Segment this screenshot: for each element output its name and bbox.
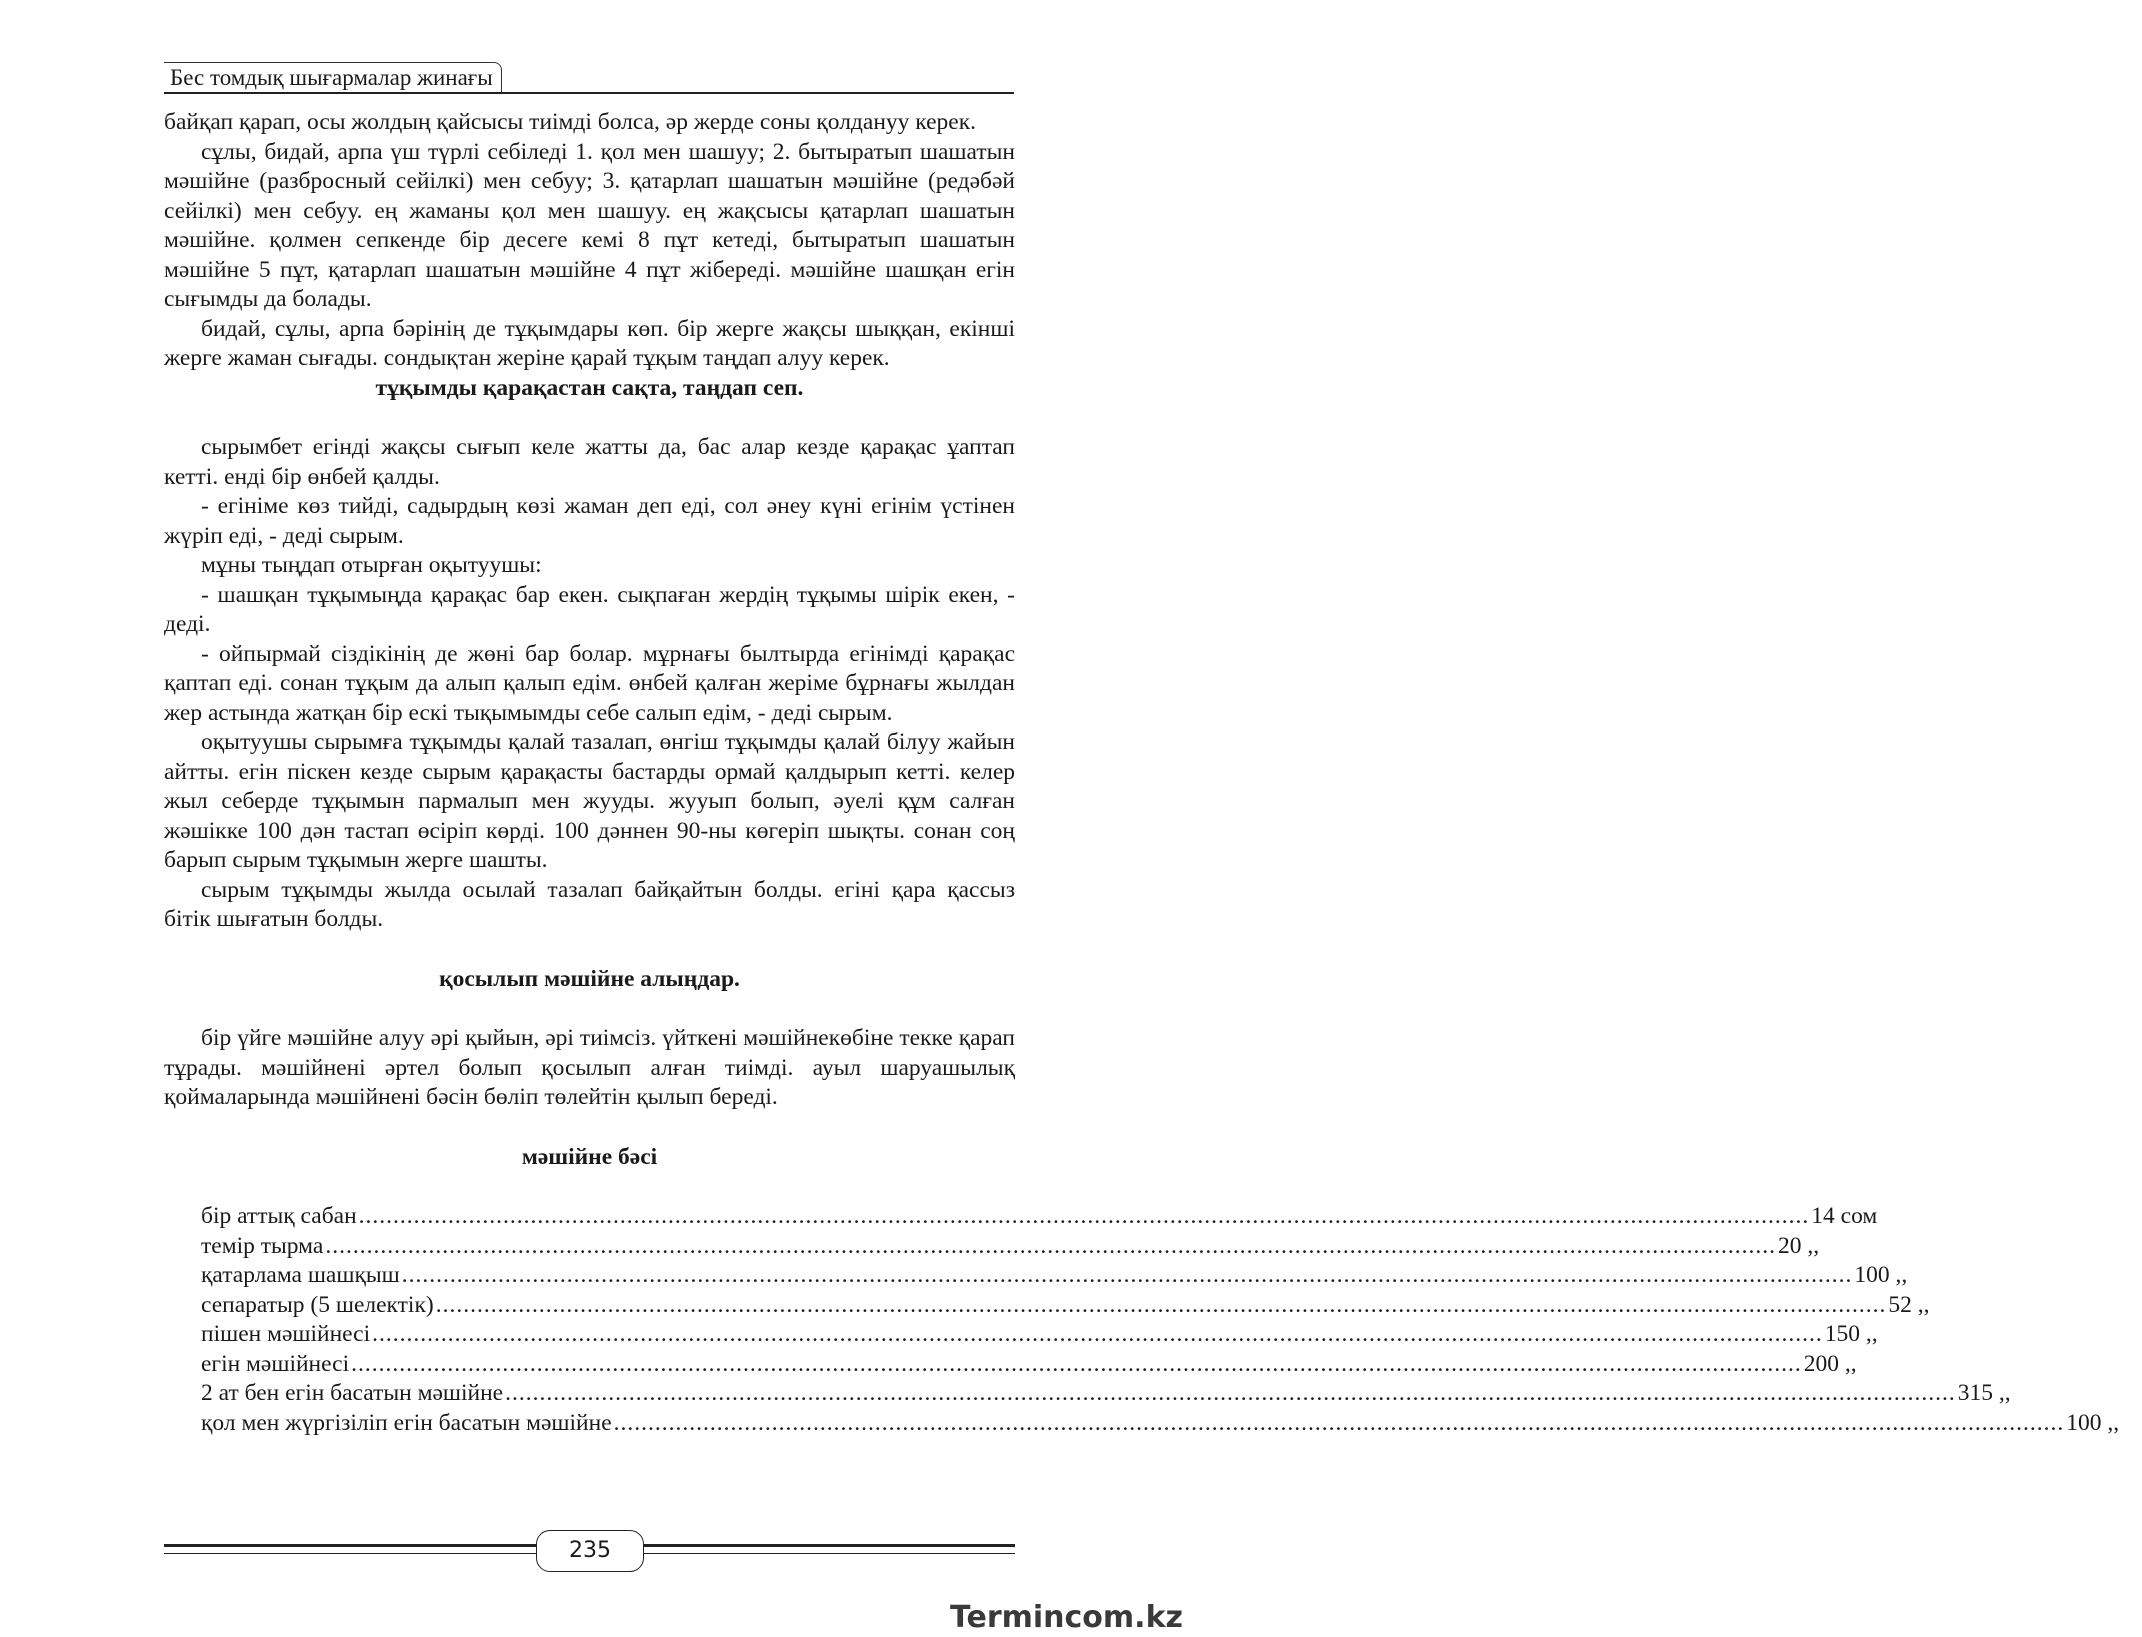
price-row: [201, 1320, 1878, 1350]
spacer: [164, 994, 1015, 1024]
paragraph: бір үйге мәшійне алуу әрі қыйын, әрі тиімсіз. үйткені мәшійнекөбіне текке қарап тұрады. мәшійнені әртел болып қосылып алған тиімді. ауыл шаруашылық қоймаларында мәшійнені бәсін бөліп төлейтін қылып береді.: [164, 1025, 1015, 1110]
dot-leader: [351, 1350, 1802, 1380]
item-price: 14 сом: [1811, 1203, 1878, 1229]
item-name: қатарлама шашқыш: [201, 1262, 400, 1288]
paragraph: - шашқан тұқымыңда қарақас бар екен. сықпаған жердің тұқымы шірік екен, - деді.: [164, 581, 1015, 637]
footer-rule-left: [164, 1544, 538, 1554]
item-name: қол мен жүргізіліп егін басатын мәшійне: [201, 1409, 612, 1436]
paragraph: байқап қарап, осы жолдың қайсысы тиімді болса, әр жерде соны қолдануу керек.: [164, 109, 977, 135]
paragraph: бидай, сұлы, арпа бәрінің де тұқымдары көп. бір жерге жақсы шыққан, екінші жерге жаман сығады. сондықтан жеріне қарай тұқым таңдап алуу керек.: [164, 315, 1015, 371]
page-number: 235: [536, 1530, 644, 1572]
dot-leader: [325, 1232, 1776, 1262]
page-body: [164, 108, 2120, 1438]
paragraph: - егініме көз тийді, садырдың көзі жаман деп еді, сол әнеу күні егінім үстінен жүріп еді, - деді сырым.: [164, 493, 1015, 549]
price-row: [201, 1379, 2011, 1409]
paragraph: - ойпырмай сіздікінің де жөні бар болар. мұрнағы былтырда егінімді қарақас қаптап еді. сонан тұқым да алып қалып едім. өнбей қалған жеріме бұрнағы жылдан жер астында жатқан бір ескі тықымымды себе салып едім, - деді сырым.: [164, 640, 1015, 726]
section-heading: мәшійне бәсі: [521, 1143, 658, 1170]
price-row: [201, 1291, 1930, 1321]
item-price: 100 ,,: [1854, 1262, 1908, 1288]
header-rule: [164, 92, 1014, 94]
paragraph: оқытуушы сырымға тұқымды қалай тазалап, өнгіш тұқымды қалай білуу жайын айтты. егін піскен кезде сырым қарақасты бастарды ормай қалдырып кетті. келер жыл себерде тұқымын пармалып мен жууды. жууып болып, әуелі құм салған жәшікке 100 дән тастап өсіріп көрді. 100 дәннен 90-ны көгеріп шықты. сонан соң барып сырым тұқымын жерге шашты.: [164, 729, 1015, 873]
spacer: [164, 1113, 1015, 1143]
price-row: [201, 1350, 1857, 1380]
section-heading: қосылып мәшійне алыңдар.: [439, 965, 740, 992]
paragraph: сұлы, бидай, арпа үш түрлі себіледі 1. қол мен шашуу; 2. бытыратып шашатын мәшійне (разбросный сейілкі) мен себуу; 3. қатарлап шашатын мәшійне (редәбәй сейілкі) мен себуу. ең жаманы қол мен шашуу. ең жақсысы қатарлап шашатын мәшійне. қолмен сепкенде бір десеге кемі 8 пұт кетеді, бытыратып шашатын мәшійне 5 пұт, қатарлап шашатын мәшійне 4 пұт жібереді. мәшійне шашқан егін сығымды да болады.: [164, 138, 1015, 312]
spacer: [164, 935, 1015, 965]
item-price: 100 ,,: [2066, 1409, 2120, 1436]
site-watermark: Termincom.kz: [950, 1600, 1183, 1635]
price-row: [201, 1409, 2120, 1439]
paragraph: сырымбет егінді жақсы сығып келе жатты да, бас алар кезде қарақас ұаптап кетті. енді бір өнбей қалды.: [164, 434, 1015, 490]
price-row: [201, 1232, 1820, 1262]
paragraph: сырым тұқымды жылда осылай тазалап байқайтын болды. егіні қара қассыз бітік шығатын болды.: [164, 876, 1015, 932]
dot-leader: [436, 1291, 1887, 1321]
item-price: 150 ,,: [1824, 1321, 1878, 1347]
dot-leader: [359, 1202, 1810, 1232]
item-name: 2 ат бен егін басатын мәшійне: [201, 1380, 504, 1406]
paragraph: мұны тыңдап отырған оқытуушы:: [201, 552, 542, 578]
spacer: [164, 1172, 1015, 1202]
dot-leader: [372, 1320, 1823, 1350]
item-price: 315 ,,: [1957, 1380, 2011, 1406]
item-name: сепаратыр (5 шелектік): [201, 1291, 434, 1318]
price-row: [201, 1202, 1878, 1232]
running-header: [164, 56, 1014, 94]
item-price: 200 ,,: [1803, 1350, 1857, 1377]
item-price: 52 ,,: [1888, 1291, 1930, 1318]
dot-leader: [505, 1379, 1956, 1409]
spacer: [164, 403, 1015, 433]
item-price: 20 ,,: [1777, 1232, 1820, 1259]
book-title: Бес томдық шығармалар жинағы: [164, 62, 502, 93]
item-name: пішен мәшійнесі: [201, 1321, 371, 1347]
page-footer: [164, 1530, 1015, 1570]
price-row: [201, 1261, 1908, 1291]
price-list: [201, 1202, 2120, 1438]
item-name: темір тырма: [201, 1232, 324, 1259]
dot-leader: [402, 1261, 1853, 1291]
footer-rule-right: [641, 1544, 1015, 1554]
item-name: егін мәшійнесі: [201, 1350, 350, 1377]
item-name: бір аттық сабан: [201, 1203, 357, 1229]
dot-leader: [614, 1409, 2065, 1439]
section-heading: тұқымды қарақастан сақта, таңдап сеп.: [375, 374, 804, 401]
